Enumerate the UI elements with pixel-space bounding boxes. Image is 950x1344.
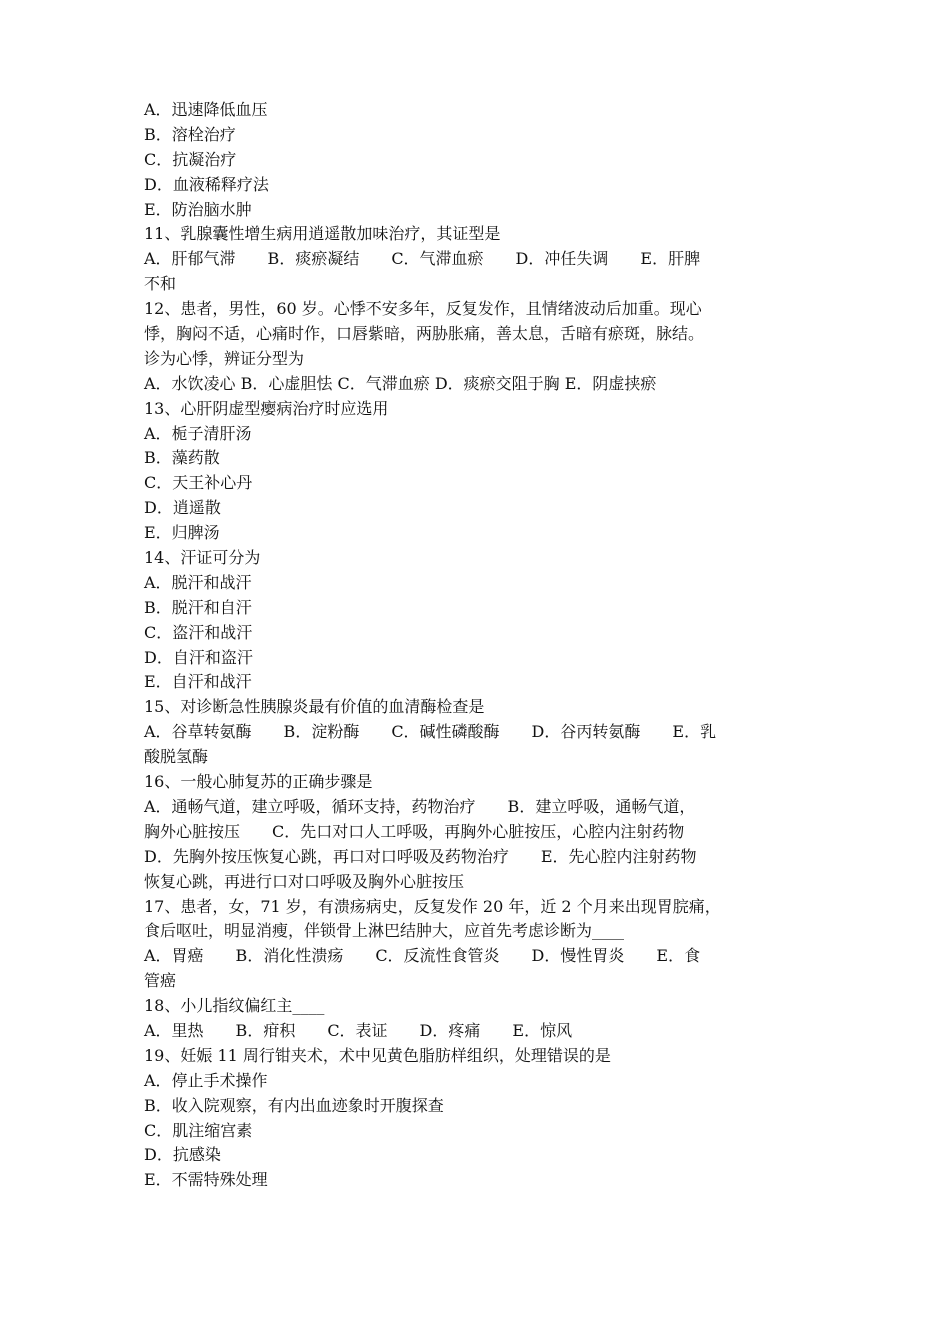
text-line: 不和 <box>144 274 177 294</box>
text-line: A．胃癌 B．消化性溃疡 C．反流性食管炎 D．慢性胃炎 E．食 <box>144 946 701 966</box>
question-15: 15、对诊断急性胰腺炎最有价值的血清酶检查是 <box>144 697 485 717</box>
text-line: A．脱汗和战汗 <box>144 572 252 592</box>
question-11: 11、乳腺囊性增生病用逍遥散加味治疗，其证型是 <box>144 224 501 244</box>
text-line: C．肌注缩宫素 <box>144 1120 253 1140</box>
text-line: A．停止手术操作 <box>144 1070 268 1090</box>
text-line: E．归脾汤 <box>144 523 220 543</box>
text-line: A．肝郁气滞 B．痰瘀凝结 C．气滞血瘀 D．冲任失调 E．肝脾 <box>144 249 701 269</box>
text-line: D．抗感染 <box>144 1145 221 1165</box>
question-13: 13、心肝阴虚型瘿病治疗时应选用 <box>144 398 389 418</box>
text-line: C．抗凝治疗 <box>144 149 237 169</box>
text-line: D．自汗和盗汗 <box>144 647 253 667</box>
text-line: B．溶栓治疗 <box>144 124 236 144</box>
text-line: A．迅速降低血压 <box>144 100 268 119</box>
question-17: 17、患者，女，71 岁，有溃疡病史，反复发作 20 年，近 2 个月来出现胃脘痛， <box>144 896 721 916</box>
text-line: 管癌 <box>144 971 177 991</box>
text-line: E．防治脑水肿 <box>144 199 252 219</box>
text-line: 酸脱氢酶 <box>144 747 209 767</box>
question-14: 14、汗证可分为 <box>144 548 261 568</box>
text-line: D．逍遥散 <box>144 498 221 518</box>
text-line: C．盗汗和战汗 <box>144 622 253 642</box>
text-line: A．栀子清肝汤 <box>144 423 252 443</box>
question-18: 18、小儿指纹偏红主____ <box>144 996 325 1016</box>
question-12: 12、患者，男性，60 岁。心悸不安多年，反复发作，且情绪波动后加重。现心 <box>144 299 702 319</box>
text-line: B．收入院观察，有内出血迹象时开腹探查 <box>144 1095 444 1115</box>
question-16: 16、一般心肺复苏的正确步骤是 <box>144 772 373 792</box>
text-line: A．通畅气道，建立呼吸，循环支持，药物治疗 B．建立呼吸，通畅气道， <box>144 796 696 816</box>
text-line: D．先胸外按压恢复心跳，再口对口呼吸及药物治疗 E．先心腔内注射药物 <box>144 846 697 866</box>
text-line: B．藻药散 <box>144 448 220 468</box>
text-line: 悸，胸闷不适，心痛时作，口唇紫暗，两胁胀痛，善太息，舌暗有瘀斑，脉结。 <box>144 324 705 344</box>
text-line: 恢复心跳，再进行口对口呼吸及胸外心脏按压 <box>144 871 465 891</box>
document-page <box>144 98 808 1193</box>
text-line: E．不需特殊处理 <box>144 1170 268 1190</box>
text-line: 食后呕吐，明显消瘦，伴锁骨上淋巴结肿大，应首先考虑诊断为____ <box>144 921 625 941</box>
text-line: D．血液稀释疗法 <box>144 174 269 194</box>
text-line: E．自汗和战汗 <box>144 672 252 692</box>
text-line: 胸外心脏按压 C．先口对口人工呼吸，再胸外心脏按压，心腔内注射药物 <box>144 821 685 841</box>
text-line: A．水饮凌心 B．心虚胆怯 C．气滞血瘀 D．痰瘀交阻于胸 E．阴虚挟瘀 <box>144 373 657 393</box>
text-line: C．天王补心丹 <box>144 473 253 493</box>
text-line: 诊为心悸，辨证分型为 <box>144 348 305 368</box>
question-19: 19、妊娠 11 周行钳夹术，术中见黄色脂肪样组织，处理错误的是 <box>144 1045 611 1065</box>
text-line: A．里热 B．疳积 C．表证 D．疼痛 E．惊风 <box>144 1020 573 1040</box>
text-line: A．谷草转氨酶 B．淀粉酶 C．碱性磷酸酶 D．谷丙转氨酶 E．乳 <box>144 722 717 742</box>
text-line: B．脱汗和自汗 <box>144 597 252 617</box>
